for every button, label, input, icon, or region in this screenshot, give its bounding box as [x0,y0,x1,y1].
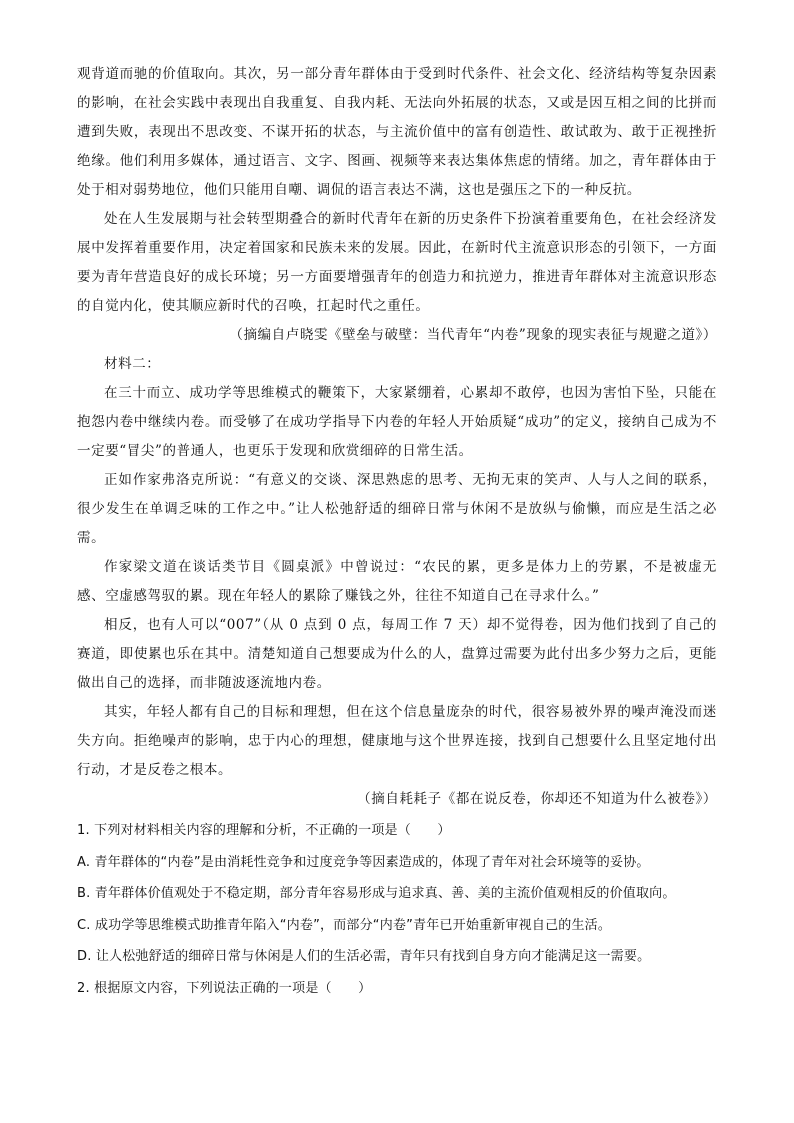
passage-paragraph-6: 相反，也有人可以“007”（从 0 点到 0 点，每周工作 7 天）却不觉得卷，因为他们找到了自己的赛道，即使累也乐在其中。清楚知道自己想要成为什么的人，盘算过需要为此付出多少努力之后，更能做出自己的选择，而非随波逐流地内卷。 [77,617,717,691]
question-2-stem: 2. 根据原文内容，下列说法正确的一项是（ ） [77,980,372,996]
source-citation-2: （摘自耗耗子《都在说反卷，你却还不知道为什么被卷》） [357,791,717,807]
material-2-label: 材料二： [104,356,161,372]
question-1-option-c[interactable]: C. 成功学等思维模式助推青年陷入“内卷”，而部分“内卷”青年已开始重新审视自己的生活。 [77,917,612,933]
passage-paragraph-2: 处在人生发展期与社会转型期叠合的新时代青年在新的历史条件下扮演着重要角色，在社会经济发展中发挥着重要作用，决定着国家和民族未来的发展。因此，在新时代主流意识形态的引领下，一方面要为青年营造良好的成长环境；另一方面要增强青年的创造力和抗逆力，推进青年群体对主流意识形态的自觉内化，使其顺应新时代的召唤，扛起时代之重任。 [77,211,717,314]
question-1-stem: 1. 下列对材料相关内容的理解和分析，不正确的一项是（ ） [77,823,451,838]
passage-paragraph-7: 其实，年轻人都有自己的目标和理想，但在这个信息量庞杂的时代，很容易被外界的噪声淹没而迷失方向。拒绝噪声的影响，忠于内心的理想，健康地与这个世界连接，找到自己想要什么且坚定地付出行动，才是反卷之根本。 [77,704,717,778]
document-page [77,60,717,1004]
passage-paragraph-intro: 观背道而驰的价值取向。其次，另一部分青年群体由于受到时代条件、社会文化、经济结构等复杂因素的影响，在社会实践中表现出自我重复、自我内耗、无法向外拓展的状态，又或是因互相之间的比拼而遭到失败，表现出不思改变、不谋开拓的状态，与主流价值中的富有创造性、敢试敢为、敢于正视挫折绝缘。他们利用多媒体，通过语言、文字、图画、视频等来表达集体焦虑的情绪。加之，青年群体由于处于相对弱势地位，他们只能用自嘲、调侃的语言表达不满，这也是强压之下的一种反抗。 [77,66,717,198]
source-citation-1: （摘编自卢晓雯《壁垒与破壁：当代青年“内卷”现象的现实表征与规避之道》） [229,327,717,343]
passage-paragraph-3: 在三十而立、成功学等思维模式的鞭策下，大家紧绷着，心累却不敢停，也因为害怕下坠，只能在抱怨内卷中继续内卷。而受够了在成功学指导下内卷的年轻人开始质疑“成功”的定义，接纳自己成为不一定要“冒尖”的普通人，也更乐于发现和欣赏细碎的日常生活。 [77,385,717,459]
question-1-option-d[interactable]: D. 让人松弛舒适的细碎日常与休闲是人们的生活必需，青年只有找到自身方向才能满足这一需要。 [77,949,651,964]
question-1-option-b[interactable]: B. 青年群体价值观处于不稳定期，部分青年容易形成与追求真、善、美的主流价值观相反的价值取向。 [77,886,676,901]
question-1-option-a[interactable]: A. 青年群体的“内卷”是由消耗性竞争和过度竞争等因素造成的，体现了青年对社会环境等的妥协。 [77,854,650,870]
passage-paragraph-4: 正如作家弗洛克所说：“有意义的交谈、深思熟虑的思考、无拘无束的笑声、人与人之间的联系，很少发生在单调乏味的工作之中。”让人松弛舒适的细碎日常与休闲不是放纵与偷懒，而应是生活之必需。 [77,472,717,546]
passage-paragraph-5: 作家梁文道在谈话类节目《圆桌派》中曾说过：“农民的累，更多是体力上的劳累，不是被虚无感、空虚感驾驭的累。现在年轻人的累除了赚钱之外，往往不知道自己在寻求什么。” [77,559,717,604]
